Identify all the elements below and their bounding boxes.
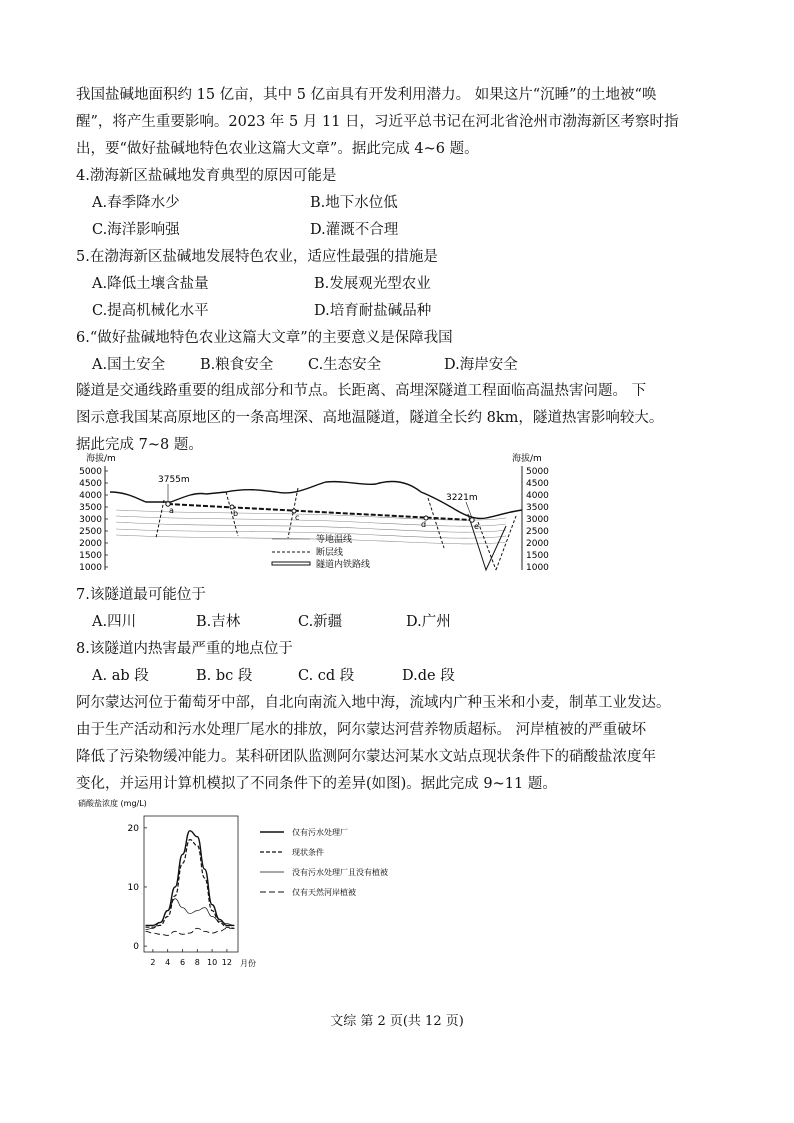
option-c[interactable]: C.提高机械化水平 bbox=[92, 303, 209, 319]
x-tick-label: 4 bbox=[165, 958, 171, 967]
y-tick-label: 0 bbox=[133, 942, 139, 953]
passage-line: 据此完成 7~8 题。 bbox=[76, 437, 203, 453]
chart-legend bbox=[260, 827, 388, 897]
tick-label: 3500 bbox=[79, 503, 102, 513]
legend-railway-swatch bbox=[272, 562, 310, 565]
question-5-options-row2 bbox=[92, 298, 712, 325]
option-b[interactable]: B.粮食安全 bbox=[200, 357, 274, 373]
legend-label: 现状条件 bbox=[292, 848, 324, 857]
question-7-options bbox=[92, 609, 712, 636]
point-label: c bbox=[295, 513, 300, 522]
series-line-4 bbox=[145, 928, 234, 935]
point-label: d bbox=[421, 520, 427, 529]
option-c[interactable]: C.海洋影响强 bbox=[92, 222, 180, 238]
tick-label: 1000 bbox=[79, 563, 102, 573]
left-axis-ticks bbox=[79, 467, 102, 573]
x-axis-unit: 月份 bbox=[240, 959, 256, 968]
option-d[interactable]: D.灌溉不合理 bbox=[310, 222, 399, 238]
tick-label: 3000 bbox=[79, 515, 102, 525]
tick-label: 4000 bbox=[79, 491, 102, 501]
left-elevation-label: 3755m bbox=[158, 475, 190, 485]
option-d[interactable]: D.广州 bbox=[406, 614, 451, 630]
option-a[interactable]: A.四川 bbox=[92, 614, 137, 630]
question-5-stem: 5.在渤海新区盐碱地发展特色农业，适应性最强的措施是 bbox=[76, 249, 438, 265]
tick-label: 1000 bbox=[526, 563, 549, 573]
legend-label: 没有污水处理厂且没有植被 bbox=[292, 868, 388, 877]
passage-saline-land bbox=[76, 82, 726, 163]
passage-almonda-river bbox=[76, 690, 726, 798]
tick-label: 4000 bbox=[526, 491, 549, 501]
legend-isotherm-label: 等地温线 bbox=[316, 535, 353, 545]
passage-line: 降低了污染物缓冲能力。某科研团队监测阿尔蒙达河某水文站点现状条件下的硝酸盐浓度年 bbox=[76, 749, 656, 765]
option-c[interactable]: C. cd 段 bbox=[298, 668, 355, 684]
question-4-options-row2 bbox=[92, 217, 712, 244]
x-tick-label: 10 bbox=[207, 958, 218, 967]
passage-tunnel bbox=[76, 378, 726, 459]
option-c[interactable]: C.新疆 bbox=[298, 614, 343, 630]
tick-label: 1500 bbox=[79, 551, 102, 561]
tick-label: 4500 bbox=[526, 479, 549, 489]
tick-label: 5000 bbox=[79, 467, 102, 477]
tunnel-profile-figure bbox=[76, 452, 556, 578]
isotherm-lines bbox=[116, 510, 506, 544]
y-tick-label: 10 bbox=[127, 882, 139, 893]
option-d[interactable]: D.培育耐盐碱品种 bbox=[314, 303, 432, 319]
x-tick-label: 2 bbox=[150, 958, 156, 967]
passage-line: 变化，并运用计算机模拟了不同条件下的差异(如图)。据此完成 9~11 题。 bbox=[76, 776, 557, 792]
question-5-options-row1 bbox=[92, 271, 712, 298]
question-6-stem: 6.“做好盐碱地特色农业这篇大文章”的主要意义是保障我国 bbox=[76, 330, 453, 346]
option-d[interactable]: D.de 段 bbox=[402, 668, 455, 684]
option-b[interactable]: B. bc 段 bbox=[196, 668, 253, 684]
tick-label: 2000 bbox=[526, 539, 549, 549]
option-a[interactable]: A. ab 段 bbox=[92, 668, 149, 684]
option-b[interactable]: B.发展观光型农业 bbox=[314, 276, 431, 292]
passage-line: 由于生产活动和污水处理厂尾水的排放，阿尔蒙达河营养物质超标。 河岸植被的严重破坏 bbox=[76, 722, 647, 738]
y-tick-label: 20 bbox=[127, 823, 139, 834]
question-4-stem: 4.渤海新区盐碱地发育典型的原因可能是 bbox=[76, 168, 337, 184]
tick-label: 2500 bbox=[526, 527, 549, 537]
option-b[interactable]: B.地下水位低 bbox=[310, 195, 398, 211]
series-line-2 bbox=[145, 840, 234, 929]
page-footer: 文综 第 2 页(共 12 页) bbox=[330, 1014, 464, 1029]
tick-label: 1500 bbox=[526, 551, 549, 561]
x-tick-label: 8 bbox=[194, 958, 200, 967]
option-a[interactable]: A.降低土壤含盐量 bbox=[92, 276, 209, 292]
nitrate-concentration-chart bbox=[76, 796, 456, 978]
option-b[interactable]: B.吉林 bbox=[196, 614, 241, 630]
option-d[interactable]: D.海岸安全 bbox=[444, 357, 518, 373]
question-7-stem: 7.该隧道最可能位于 bbox=[76, 587, 206, 603]
tick-label: 3500 bbox=[526, 503, 549, 513]
series-line-1 bbox=[145, 831, 234, 926]
passage-line: 图示意我国某高原地区的一条高埋深、高地温隧道，隧道全长约 8km，隧道热害影响较大。 bbox=[76, 410, 664, 426]
passage-line: 我国盐碱地面积约 15 亿亩，其中 5 亿亩具有开发利用潜力。 如果这片“沉睡”的土地被“唤 bbox=[76, 87, 657, 103]
tick-label: 4500 bbox=[79, 479, 102, 489]
legend-fault-label: 断层线 bbox=[316, 548, 344, 558]
option-c[interactable]: C.生态安全 bbox=[308, 357, 382, 373]
plot-frame bbox=[144, 816, 238, 952]
passage-line: 出，要“做好盐碱地特色农业这篇大文章”。据此完成 4~6 题。 bbox=[76, 141, 479, 157]
tick-label: 2000 bbox=[79, 539, 102, 549]
passage-line: 醒”，将产生重要影响。2023 年 5 月 11 日，习近平总书记在河北省沧州市渤海新区考察时指 bbox=[76, 114, 679, 130]
point-label: e bbox=[474, 522, 479, 531]
tick-label: 3000 bbox=[526, 515, 549, 525]
legend-label: 仅有污水处理厂 bbox=[292, 828, 348, 837]
x-tick-label: 6 bbox=[179, 958, 186, 967]
point-label: b bbox=[233, 509, 239, 518]
question-6-options bbox=[92, 352, 712, 379]
right-elevation-label: 3221m bbox=[446, 493, 478, 503]
option-a[interactable]: A.国土安全 bbox=[92, 357, 166, 373]
right-axis-ticks bbox=[526, 467, 549, 573]
legend-label: 仅有天然河岸植被 bbox=[292, 888, 356, 897]
x-tick-label: 12 bbox=[221, 958, 232, 967]
question-8-options bbox=[92, 663, 712, 690]
left-axis-label: 海拔/m bbox=[86, 454, 116, 464]
tick-label: 5000 bbox=[526, 467, 549, 477]
legend-railway-label: 隧道内铁路线 bbox=[316, 560, 371, 570]
passage-line: 隧道是交通线路重要的组成部分和节点。长距离、高埋深隧道工程面临高温热害问题。 下 bbox=[76, 383, 647, 399]
point-label: a bbox=[169, 506, 174, 515]
question-4-options-row1 bbox=[92, 190, 712, 217]
right-axis-label: 海拔/m bbox=[512, 454, 542, 464]
passage-line: 阿尔蒙达河位于葡萄牙中部，自北向南流入地中海，流域内广种玉米和小麦，制革工业发达。 bbox=[76, 695, 671, 711]
tick-label: 2500 bbox=[79, 527, 102, 537]
chart-series bbox=[145, 831, 234, 936]
chart-ylabel: 硝酸盐浓度 (mg/L) bbox=[78, 799, 147, 808]
option-a[interactable]: A.春季降水少 bbox=[92, 195, 180, 211]
question-8-stem: 8.该隧道内热害最严重的地点位于 bbox=[76, 641, 293, 657]
